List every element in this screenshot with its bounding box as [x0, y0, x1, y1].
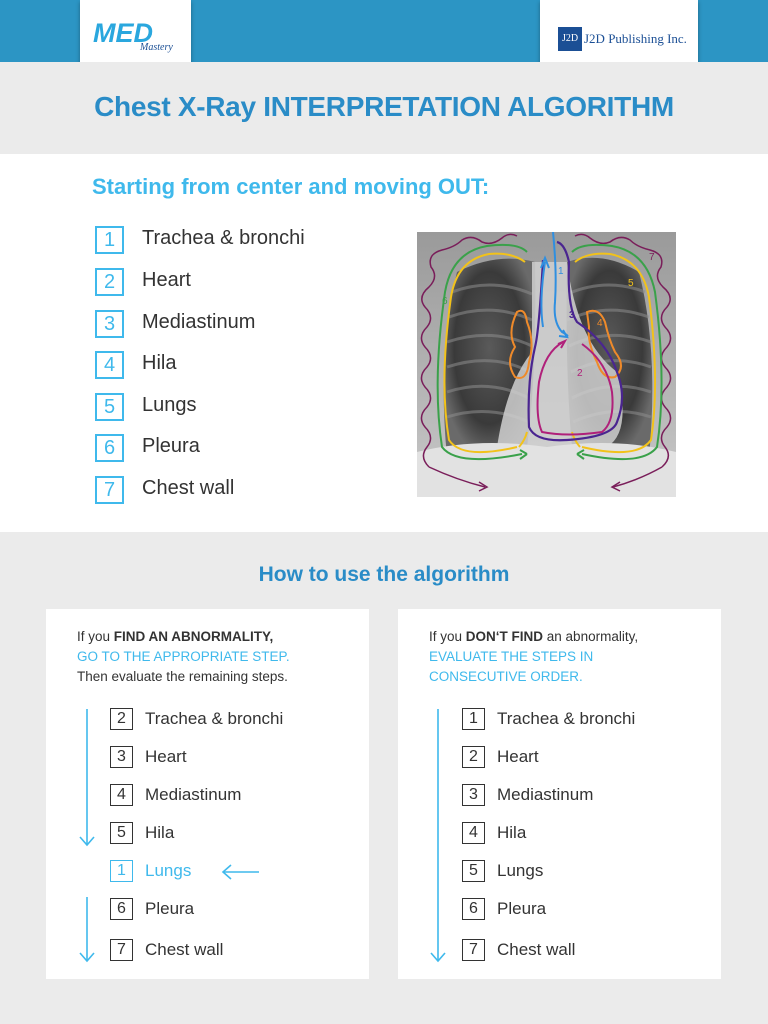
list-item — [110, 898, 330, 920]
item-label: Hila — [145, 823, 175, 842]
xray-label-6: 6 — [442, 296, 448, 307]
item-number-box: 2 — [462, 746, 485, 768]
step-item-hila — [95, 351, 395, 379]
xray-label-1: 1 — [558, 266, 564, 277]
step-item-chest-wall — [95, 476, 395, 504]
xray-label-4: 4 — [597, 318, 603, 329]
item-label: Pleura — [145, 899, 195, 918]
item-label: Pleura — [497, 899, 547, 918]
list-item — [110, 822, 330, 844]
item-number-box: 6 — [110, 898, 133, 920]
list-item — [110, 708, 330, 730]
item-label: Trachea & bronchi — [145, 709, 284, 728]
list-item-highlighted — [110, 860, 330, 882]
instruction-highlight: GO TO THE APPROPRIATE STEP. — [77, 649, 290, 664]
step-item-trachea — [95, 226, 395, 254]
no-abnormality-card — [398, 609, 721, 979]
step-label: Pleura — [142, 435, 200, 457]
instruction-text: If you — [77, 629, 114, 644]
left-arrow-icon — [221, 863, 261, 881]
step-label: Trachea & bronchi — [142, 227, 305, 249]
down-arrow-icon — [77, 897, 97, 965]
list-item — [462, 939, 682, 961]
down-arrow-icon — [428, 709, 448, 965]
list-item — [462, 898, 682, 920]
j2d-name: J2D Publishing Inc. — [584, 31, 687, 46]
section-subtitle: Starting from center and moving OUT: — [92, 174, 490, 199]
abnormality-found-card — [46, 609, 369, 979]
item-label: Lungs — [145, 861, 192, 880]
item-label: Lungs — [497, 861, 544, 880]
card-instructions — [429, 627, 638, 687]
step-label: Hila — [142, 352, 177, 374]
step-label: Chest wall — [142, 477, 235, 499]
how-to-use-title: How to use the algorithm — [258, 563, 510, 586]
step-item-pleura — [95, 434, 395, 462]
xray-label-5: 5 — [628, 278, 634, 289]
step-label: Heart — [142, 269, 191, 291]
list-item — [462, 860, 682, 882]
item-number-box: 4 — [110, 784, 133, 806]
instruction-text: an abnormality, — [543, 629, 639, 644]
j2d-mark: J2D — [558, 27, 582, 51]
logo-mastery-text: Mastery — [140, 42, 173, 53]
logo-med-text: MED — [93, 18, 153, 48]
card-instructions — [77, 627, 290, 687]
item-number-box: 6 — [462, 898, 485, 920]
step-label: Lungs — [142, 394, 197, 416]
instruction-highlight: CONSECUTIVE ORDER. — [429, 669, 583, 684]
item-number-box: 7 — [462, 939, 485, 961]
j2d-publishing-logo — [540, 0, 698, 66]
item-label: Heart — [145, 747, 187, 766]
list-item — [110, 784, 330, 806]
item-number-box: 5 — [110, 822, 133, 844]
step-item-mediastinum — [95, 310, 395, 338]
item-number-box: 5 — [462, 860, 485, 882]
step-item-heart — [95, 268, 395, 296]
step-label: Mediastinum — [142, 311, 256, 333]
list-item — [110, 939, 330, 961]
item-label: Chest wall — [145, 940, 224, 959]
instruction-bold: DON‘T FIND — [465, 629, 544, 644]
down-arrow-icon — [77, 709, 97, 849]
instruction-text: Then evaluate the remaining steps. — [77, 669, 288, 684]
list-item — [462, 708, 682, 730]
xray-label-2: 2 — [577, 368, 583, 379]
item-number-box: 3 — [110, 746, 133, 768]
diaphragm-shadow — [417, 443, 676, 497]
list-item — [462, 822, 682, 844]
step-number-box: 6 — [95, 434, 124, 462]
item-label: Mediastinum — [145, 785, 242, 804]
item-number-box: 3 — [462, 784, 485, 806]
item-number-box: 7 — [110, 939, 133, 961]
page-title: Chest X-Ray INTERPRETATION ALGORITHM — [94, 91, 674, 122]
step-number-box: 3 — [95, 310, 124, 338]
item-number-box: 4 — [462, 822, 485, 844]
item-number-box: 1 — [462, 708, 485, 730]
step-number-box: 5 — [95, 393, 124, 421]
item-label: Heart — [497, 747, 539, 766]
item-number-box: 1 — [110, 860, 133, 882]
step-number-box: 2 — [95, 268, 124, 296]
med-mastery-logo — [80, 0, 191, 68]
step-number-box: 7 — [95, 476, 124, 504]
step-number-box: 1 — [95, 226, 124, 254]
item-label: Mediastinum — [497, 785, 594, 804]
list-item — [110, 746, 330, 768]
step-number-box: 4 — [95, 351, 124, 379]
xray-label-3: 3 — [569, 310, 575, 321]
instruction-text: If you — [429, 629, 466, 644]
item-label: Chest wall — [497, 940, 576, 959]
list-item — [462, 746, 682, 768]
chest-xray-diagram — [417, 232, 676, 497]
instruction-bold: FIND AN ABNORMALITY, — [113, 629, 274, 644]
item-label: Trachea & bronchi — [497, 709, 636, 728]
step-item-lungs — [95, 393, 395, 421]
instruction-highlight: EVALUATE THE STEPS IN — [429, 649, 594, 664]
item-number-box: 2 — [110, 708, 133, 730]
list-item — [462, 784, 682, 806]
item-label: Hila — [497, 823, 527, 842]
xray-label-7: 7 — [649, 252, 655, 263]
